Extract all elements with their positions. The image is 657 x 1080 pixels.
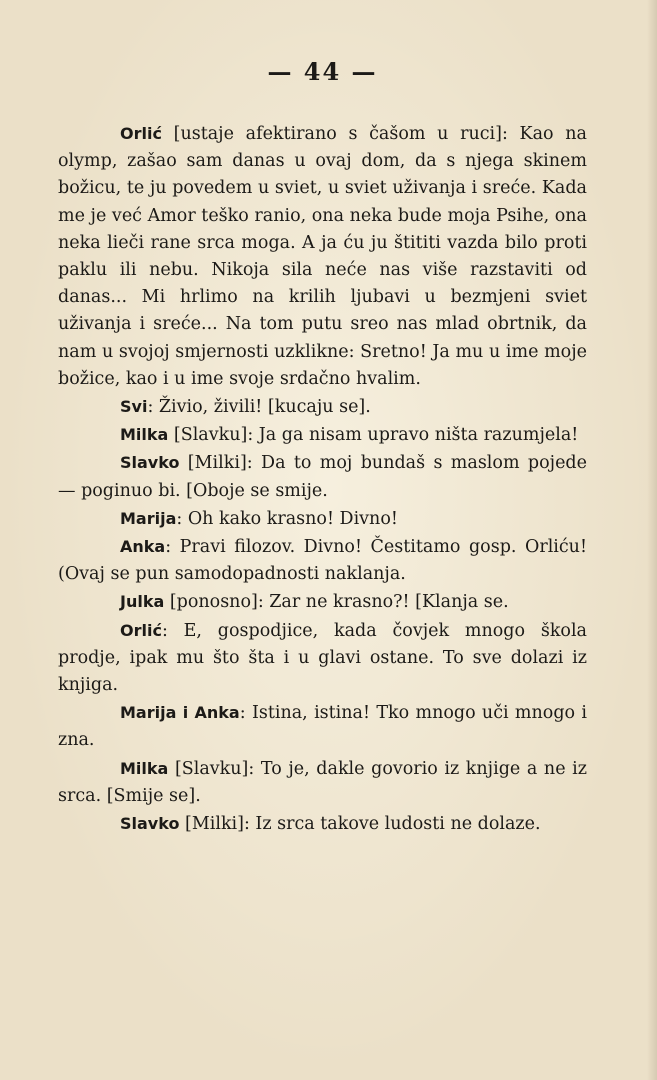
line-text: : Živio, živili! [kucaju se].: [147, 397, 371, 418]
speaker-name: Milka: [120, 425, 169, 445]
line-text: : Pravi filozov. Divno! Čestitamo gosp. Orliću! (Ovaj se pun samodopadnosti naklanja.: [58, 537, 587, 585]
speaker-name: Slavko: [120, 814, 180, 834]
dialogue-line: [58, 617, 587, 700]
speaker-name: Anka: [120, 537, 166, 557]
line-text: [ustaje afektirano s čašom u ruci]: Kao na olymp, zašao sam danas u ovaj dom, da s njega skinem božicu, te ju povedem u sviet, u sviet uživanja i sreće. Kada me je već Amor teško ranio, ona neka bude moja Psihe, ona neka lieči rane srca moga. A ja ću ju štititi vazda bilo proti paklu ili nebu. Nikoja sila neće nas više razstaviti od danas... Mi hrlimo na krilih ljubavi u bezmjeni sviet uživanja i sreće... Na tom putu sreo nas mlad obrtnik, da nam u svojoj smjernosti uzklikne: Sretno! Ja mu u ime moje božice, kao i u ime svoje srdačno hvalim.: [58, 124, 587, 389]
dialogue-line: [58, 393, 587, 421]
dialogue-line: [58, 755, 587, 810]
line-text: [ponosno]: Zar ne krasno?! [Klanja se.: [164, 592, 509, 613]
dialogue-line: [58, 810, 587, 838]
speaker-name: Slavko: [120, 453, 180, 473]
speaker-name: Orlić: [120, 124, 162, 143]
line-text: : Istina, istina! Tko mnogo uči mnogo i zna.: [58, 703, 587, 751]
speaker-name: Marija: [120, 508, 177, 528]
line-text: [Milki]: Iz srca takove ludosti ne dolaze.: [179, 814, 541, 835]
line-text: : E, gospodjice, kada čovjek mnogo škola prodje, ipak mu što šta i u glavi ostane. To sve dolazi iz knjiga.: [58, 620, 587, 696]
dialogue-line: [58, 505, 587, 533]
line-text: [Milki]: Da to moj bundaš s maslom pojede — poginuo bi. [Oboje se smije.: [58, 453, 587, 501]
page-number: — 44 —: [267, 57, 378, 86]
speaker-name: Milka: [120, 758, 169, 778]
dialogue-line: [58, 421, 587, 449]
dialogue-line: [58, 120, 587, 393]
line-text: [Slavku]: To je, dakle govorio iz knjige a ne iz srca. [Smije se].: [58, 758, 587, 806]
line-text: [Slavku]: Ja ga nisam upravo ništa razumjela!: [168, 425, 579, 446]
dialogue-line: [58, 449, 587, 504]
line-text: : Oh kako krasno! Divno!: [176, 508, 398, 529]
dialogue-line: [58, 699, 587, 754]
dialogue-line: [58, 588, 587, 616]
dialogue-line: [58, 533, 587, 588]
speaker-name: Orlić: [120, 620, 162, 640]
dialogue-text: [58, 120, 587, 838]
speaker-name: Marija i Anka: [120, 703, 240, 723]
speaker-name: Svi: [120, 397, 148, 417]
speaker-name: Julka: [120, 592, 165, 612]
